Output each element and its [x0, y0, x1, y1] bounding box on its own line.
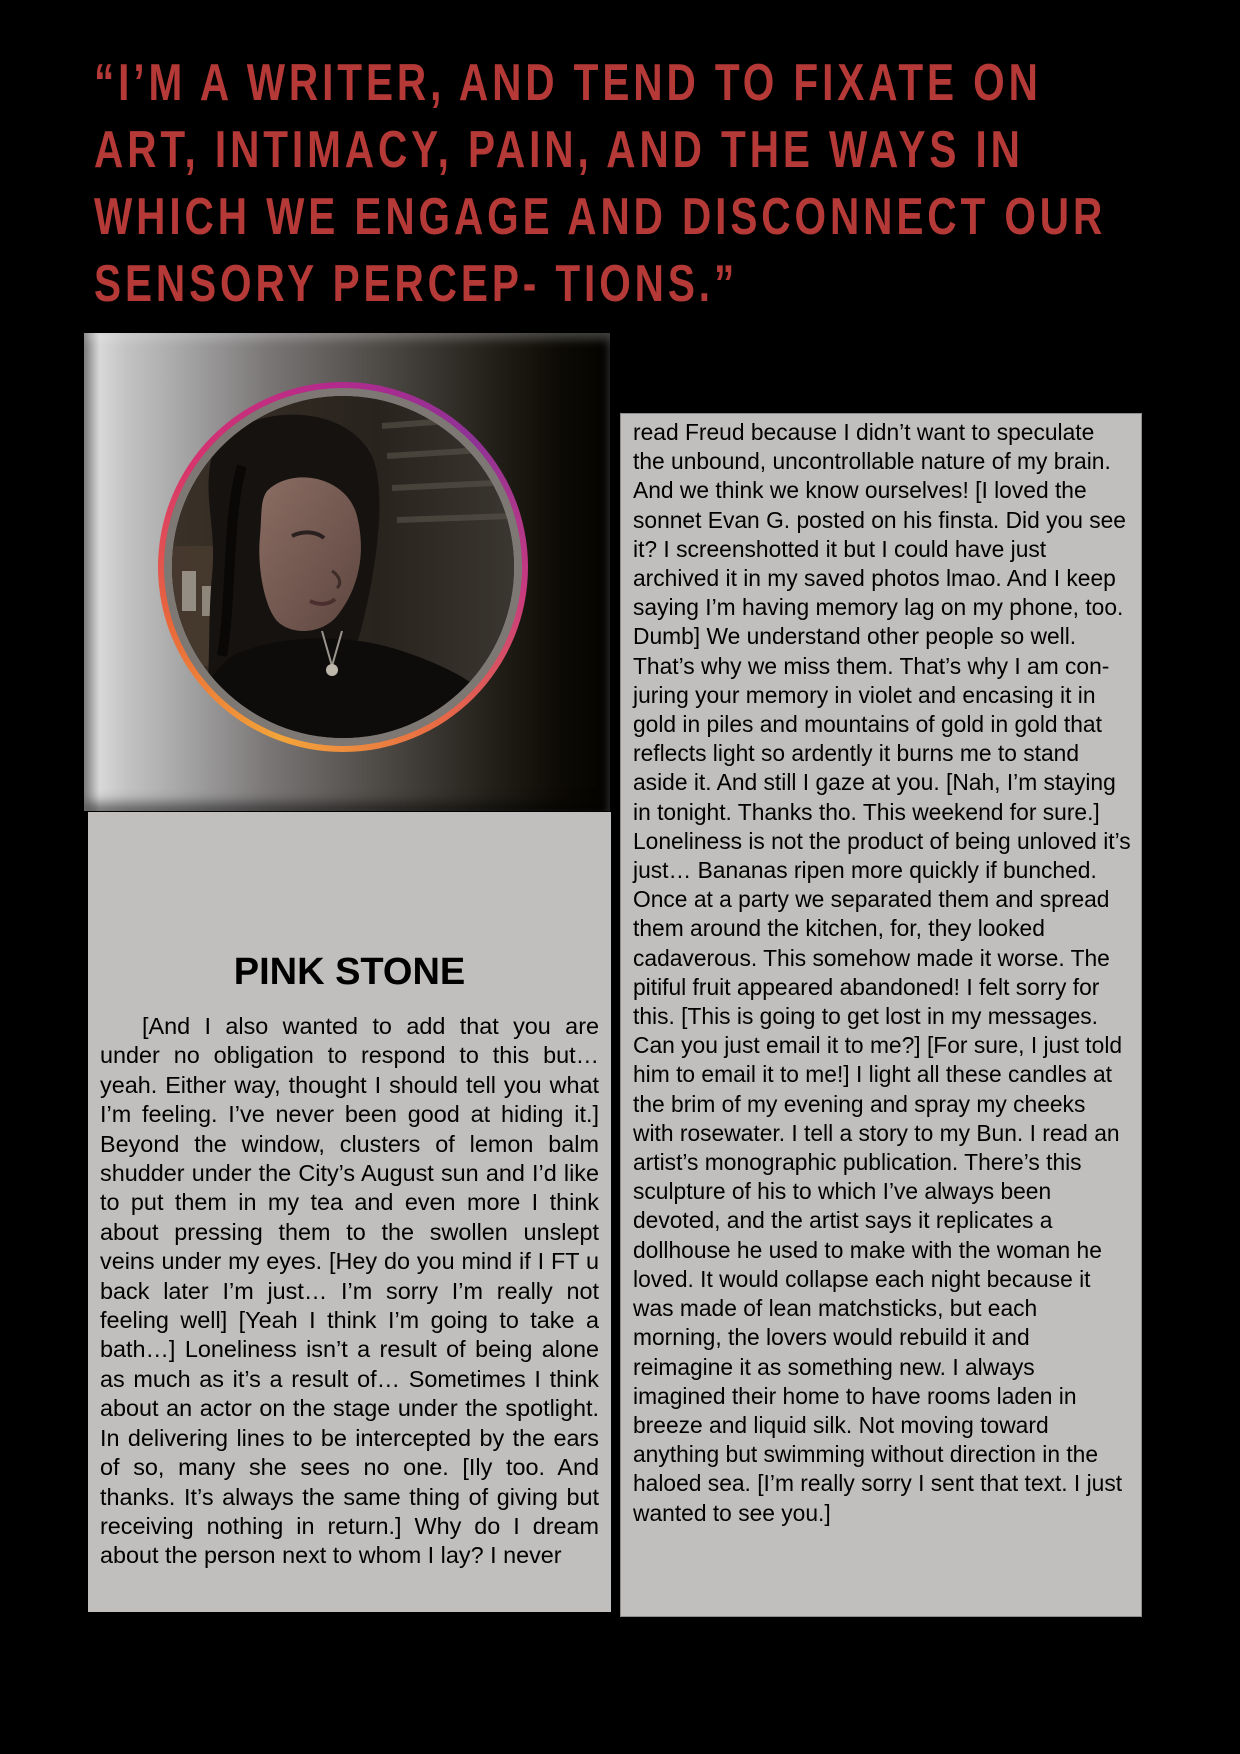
photo-panel [84, 333, 610, 811]
story-column-left [88, 812, 611, 1612]
pull-quote: “I’M A WRITER, AND TEND TO FIXATE ON ART, INTIMACY, PAIN, AND THE WAYS IN WHICH WE ENGAGE AND DISCONNECT OUR SENSORY PERCEP- TIONS.” [94, 54, 1107, 313]
story-text-part-2: read Freud because I didn’t want to speculate the unbound, uncontrollable nature of my brain. And we think we know ourselves! [I loved the sonnet Evan G. posted on his finsta. Did you see it? I screenshotted it but I could have just archived it in my saved photos lmao. And I keep saying I’m having memory lag on my phone, too. Dumb] We understand other people so well. That’s why we miss them. That’s why I am conjuring your memory in violet and encasing it in gold in piles and mountains of gold in gold that reflects light so ardently it burns me to stand aside it. And still I gaze at you. [Nah, I’m staying in tonight. Thanks tho. This weekend for sure.] Loneliness is not the product of being unloved it’s just… Bananas ripen more quickly if bunched. Once at a party we separated them and spread them around the kitchen, for, they looked cadaverous. This somehow made it worse. The pitiful fruit appeared abandoned! I felt sorry for this. [This is going to get lost in my messages. Can you just email it to me?] [For sure, I just told him to email it to me!] I light all these candles at the brim of my evening and spray my cheeks with rosewater. I tell a story to my Bun. I read an artist’s monographic publication. There’s this sculpture of his to which I’ve always been devoted, and the artist says it replicates a dollhouse he used to make with the woman he loved. It would collapse each night because it was made of lean matchsticks, but each morning, the lovers would rebuild it and reimagine it as something new. I always imagined their home to have rooms laden in breeze and liquid silk. Not moving toward anything but swimming without direction in the haloed sea. [I’m really sorry I sent that text. I just wanted to see you.] [633, 419, 1131, 1526]
story-column-right [620, 413, 1142, 1617]
portrait-photo [172, 396, 514, 738]
story-title: PINK STONE [233, 951, 466, 993]
story-text-part-1: [And I also wanted to add that you are under no obligation to respond to this but… yeah. Either way, thought I should tell you what I’m feeling. I’ve never been good at hiding it.] Beyond the window, clusters of lemon balm shudder under the City’s August sun and I’d like to put them in my tea and even more I think about pressing them to the swollen unslept veins under my eyes. [Hey do you mind if I FT u back later I’m just… I’m sorry I’m really not feeling well] [Yeah I think I’m going to take a bath…] Loneliness isn’t a result of being alone as much as it’s a result of… Sometimes I think about an actor on the stage under the spotlight. In delivering lines to be intercepted by the ears of so, many she sees no one. [Ily too. And thanks. It’s always the same thing of giving but receiving nothing in return.] Why do I dream about the person next to whom I lay? I never [100, 1013, 599, 1569]
story-ring [158, 382, 528, 752]
portrait-illustration [172, 396, 514, 738]
